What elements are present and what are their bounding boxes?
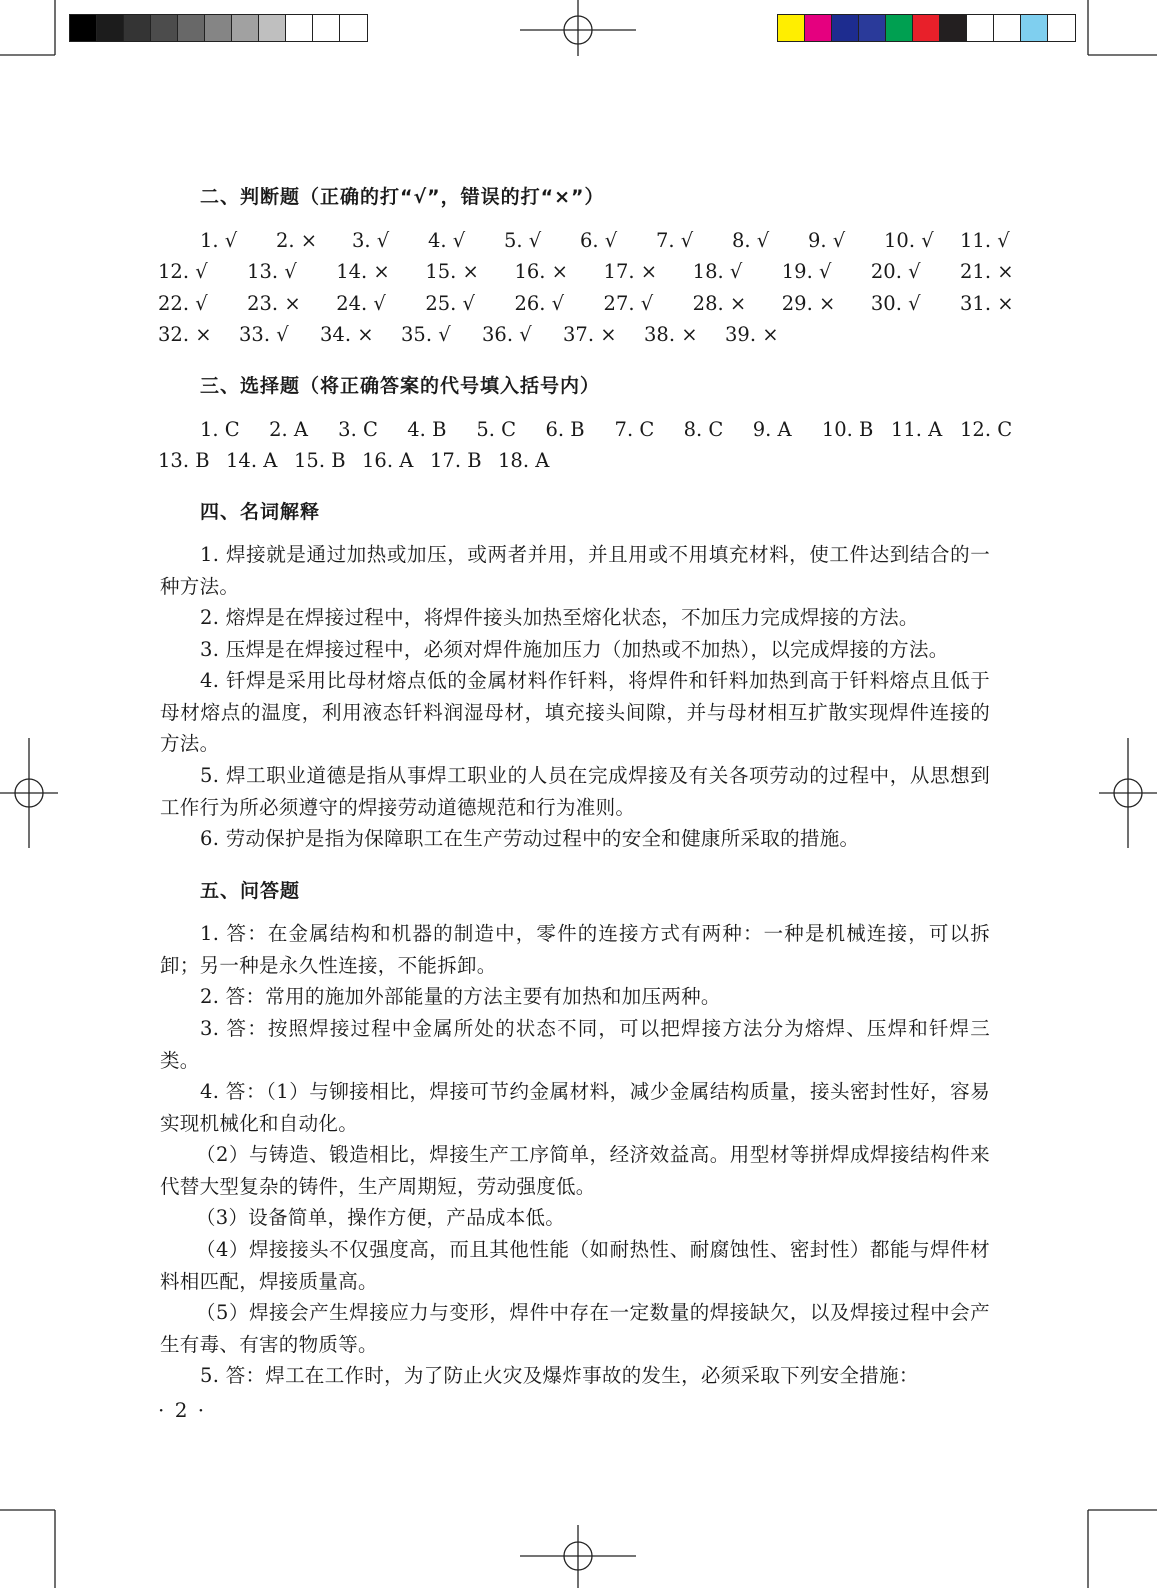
definition-item: 3. 压焊是在焊接过程中，必须对焊件施加压力（加热或不加热），以完成焊接的方法。 bbox=[200, 638, 949, 661]
answer-item: （2）与铸造、锻造相比，焊接生产工序简单，经济效益高。用型材等拼焊成焊接结构件来代替大型复杂的铸件，生产周期短，劳动强度低。 bbox=[160, 1143, 990, 1198]
answer-entry: 6. B bbox=[545, 418, 585, 441]
definition-item: 2. 熔焊是在焊接过程中，将焊件接头加热至熔化状态，不加压力完成焊接的方法。 bbox=[200, 606, 919, 629]
answer-entry: 10. B bbox=[821, 418, 874, 441]
answer-entry: 2. A bbox=[269, 418, 308, 441]
answer-entry: 1. C bbox=[200, 418, 240, 441]
answer-entry: 20. √ bbox=[870, 260, 921, 283]
calibration-swatch bbox=[886, 15, 913, 41]
calibration-swatch bbox=[205, 15, 232, 41]
answer-item: 1. 答：在金属结构和机器的制造中，零件的连接方式有两种：一种是机械连接，可以拆卸；另一种是永久性连接，不能拆卸。 bbox=[160, 922, 990, 977]
calibration-swatch bbox=[940, 15, 967, 41]
answer-entry: 14. A bbox=[226, 449, 278, 472]
answer-entry: 7. √ bbox=[656, 229, 694, 252]
answer-entry: 8. √ bbox=[732, 229, 770, 252]
answer-entry: 31. × bbox=[960, 292, 1014, 315]
calibration-swatch bbox=[70, 15, 97, 41]
answer-item: 3. 答：按照焊接过程中金属所处的状态不同，可以把焊接方法分为熔焊、压焊和钎焊三类。 bbox=[160, 1017, 990, 1072]
answer-entry: 38. × bbox=[644, 323, 698, 346]
answer-entry: 17. B bbox=[430, 449, 482, 472]
answer-entry: 32. × bbox=[158, 323, 212, 346]
answer-item: （4）焊接接头不仅强度高，而且其他性能（如耐热性、耐腐蚀性、密封性）都能与焊件材料相匹配，焊接质量高。 bbox=[160, 1238, 990, 1293]
section-heading-true-false: 二、判断题（正确的打“√”，错误的打“×”） bbox=[200, 186, 605, 208]
answer-entry: 18. √ bbox=[692, 260, 743, 283]
answer-entry: 22. √ bbox=[158, 292, 208, 315]
answer-entry: 4. B bbox=[407, 418, 447, 441]
definition-item: 6. 劳动保护是指为保障职工在生产劳动过程中的安全和健康所采取的措施。 bbox=[200, 827, 860, 850]
calibration-swatch bbox=[286, 15, 313, 41]
answer-entry: 29. × bbox=[781, 292, 836, 315]
answer-entry: 15. × bbox=[425, 260, 479, 283]
answer-entry: 3. C bbox=[338, 418, 378, 441]
calibration-swatch bbox=[1048, 15, 1075, 41]
definition-item: 5. 焊工职业道德是指从事焊工职业的人员在完成焊接及有关各项劳动的过程中，从思想到工作行为所必须遵守的焊接劳动道德规范和行为准则。 bbox=[160, 764, 990, 819]
calibration-swatch bbox=[832, 15, 859, 41]
section-heading-questions: 五、问答题 bbox=[200, 880, 301, 902]
answer-entry: 11. A bbox=[890, 418, 943, 441]
calibration-swatch bbox=[124, 15, 151, 41]
answer-entry: 19. √ bbox=[781, 260, 832, 283]
answer-entry: 13. B bbox=[158, 449, 210, 472]
answer-entry: 23. × bbox=[247, 292, 301, 315]
page-number: · 2 · bbox=[158, 1398, 207, 1422]
calibration-swatch bbox=[313, 15, 340, 41]
answer-entry: 39. × bbox=[725, 323, 779, 346]
answer-entry: 5. C bbox=[476, 418, 517, 441]
answer-item: （5）焊接会产生焊接应力与变形，焊件中存在一定数量的焊接缺欠，以及焊接过程中会产生有毒、有害的物质等。 bbox=[160, 1301, 990, 1356]
calibration-swatch bbox=[232, 15, 259, 41]
definition-item: 4. 钎焊是采用比母材熔点低的金属材料作钎料，将焊件和钎料加热到高于钎料熔点且低于母材熔点的温度，利用液态钎料润湿母材，填充接头间隙，并与母材相互扩散实现焊件连接的方法。 bbox=[160, 669, 990, 755]
section-heading-definitions: 四、名词解释 bbox=[200, 501, 321, 523]
answer-entry: 28. × bbox=[692, 292, 747, 315]
answer-entry: 37. × bbox=[563, 323, 617, 346]
answer-item: （3）设备简单，操作方便，产品成本低。 bbox=[196, 1206, 566, 1229]
answer-entry: 5. √ bbox=[504, 229, 542, 252]
answer-entry: 6. √ bbox=[580, 229, 618, 252]
answer-entry: 16. A bbox=[362, 449, 414, 472]
answer-entry: 2. × bbox=[276, 229, 318, 252]
answer-entry: 3. √ bbox=[352, 229, 390, 252]
calibration-swatch bbox=[994, 15, 1021, 41]
answer-entry: 35. √ bbox=[401, 323, 451, 346]
answer-item: 4. 答：（1）与铆接相比，焊接可节约金属材料，减少金属结构质量，接头密封性好，容易实现机械化和自动化。 bbox=[160, 1080, 990, 1135]
answer-entry: 24. √ bbox=[336, 292, 386, 315]
answer-entry: 36. √ bbox=[482, 323, 532, 346]
answer-entry: 9. A bbox=[752, 418, 792, 441]
answer-entry: 27. √ bbox=[603, 292, 654, 315]
calibration-swatch bbox=[151, 15, 178, 41]
answer-entry: 4. √ bbox=[428, 229, 466, 252]
calibration-swatch bbox=[859, 15, 886, 41]
answer-entry: 14. × bbox=[336, 260, 390, 283]
calibration-swatch bbox=[913, 15, 940, 41]
answer-entry: 33. √ bbox=[239, 323, 289, 346]
calibration-swatch bbox=[967, 15, 994, 41]
calibration-swatch bbox=[178, 15, 205, 41]
calibration-swatch bbox=[97, 15, 124, 41]
answer-entry: 18. A bbox=[498, 449, 550, 472]
grayscale-calibration-bar bbox=[69, 14, 368, 42]
definition-item: 1. 焊接就是通过加热或加压，或两者并用，并且用或不用填充材料，使工件达到结合的一种方法。 bbox=[160, 543, 990, 598]
answer-entry: 26. √ bbox=[514, 292, 565, 315]
answer-entry: 10. √ bbox=[884, 229, 934, 252]
answer-entry: 7. C bbox=[614, 418, 655, 441]
answer-entry: 12. √ bbox=[158, 260, 208, 283]
answer-entry: 17. × bbox=[603, 260, 658, 283]
section-heading-multiple-choice: 三、选择题（将正确答案的代号填入括号内） bbox=[200, 375, 601, 397]
answer-item: 5. 答：焊工在工作时，为了防止火灾及爆炸事故的发生，必须采取下列安全措施： bbox=[200, 1364, 919, 1387]
answer-entry: 21. × bbox=[960, 260, 1014, 283]
answer-entry: 34. × bbox=[320, 323, 374, 346]
color-calibration-bar bbox=[777, 14, 1076, 42]
answer-entry: 1. √ bbox=[200, 229, 238, 252]
answer-entry: 30. √ bbox=[870, 292, 921, 315]
answer-item: 2. 答：常用的施加外部能量的方法主要有加热和加压两种。 bbox=[200, 985, 721, 1008]
answer-entry: 25. √ bbox=[425, 292, 475, 315]
calibration-swatch bbox=[1021, 15, 1048, 41]
answer-entry: 12. C bbox=[960, 418, 1013, 441]
answer-entry: 11. √ bbox=[960, 229, 1010, 252]
calibration-swatch bbox=[805, 15, 832, 41]
answer-entry: 16. × bbox=[514, 260, 568, 283]
answer-entry: 9. √ bbox=[808, 229, 846, 252]
calibration-swatch bbox=[259, 15, 286, 41]
calibration-swatch bbox=[340, 15, 367, 41]
calibration-swatch bbox=[778, 15, 805, 41]
answer-entry: 13. √ bbox=[247, 260, 297, 283]
answer-entry: 15. B bbox=[294, 449, 346, 472]
answer-entry: 8. C bbox=[683, 418, 724, 441]
